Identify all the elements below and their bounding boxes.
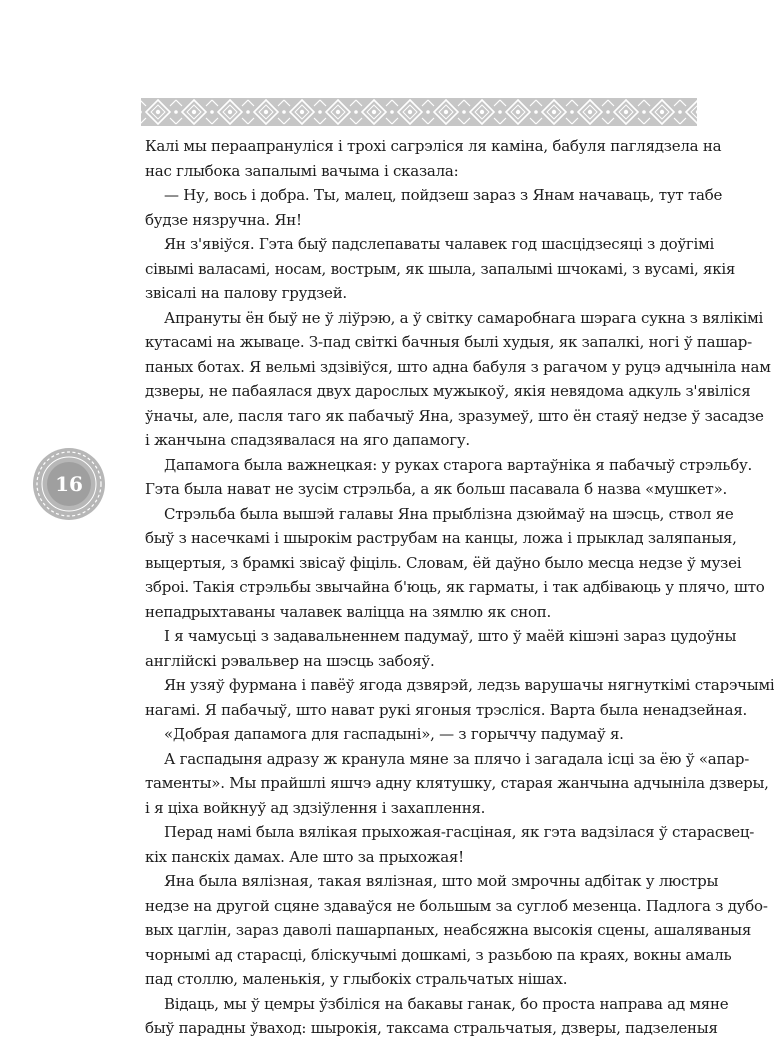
page-number: 16 <box>55 472 83 496</box>
text-line: нагамі. Я пабачыў, што нават рукі ягоныя трэсліся. Варта была ненадзейная. <box>145 700 748 719</box>
text-line: Стрэльба была вышэй галавы Яна прыблізна дзюймаў на шэсць, ствол яе <box>164 504 734 523</box>
text-line: будзе нязручна. Ян! <box>145 210 302 229</box>
text-line: Ян узяў фурмана і павёў ягода дзвярэй, ледзь варушачы нягнуткімі старэчымі <box>164 676 774 694</box>
text-line: Яна была вялізная, такая вялізная, што мой змрочны адбітак у люстры <box>164 872 719 890</box>
text-line: Гэта была нават не зусім стрэльба, а як больш пасавала б назва «мушкет». <box>145 480 728 498</box>
page-number-badge <box>32 447 106 521</box>
text-line: быў парадны ўваход: шырокія, таксама стральчатыя, дзверы, падзеленыя <box>145 1019 718 1037</box>
text-line: пад столлю, маленькія, у глыбокіх стральчатых нішах. <box>145 970 568 988</box>
text-line: сівымі валасамі, носам, вострым, як шыла, запалымі шчокамі, з вусамі, якія <box>145 259 736 278</box>
text-line: і я ціха войкнуў ад здзіўлення і захаплення. <box>145 798 486 817</box>
text-line: непадрыхтаваны чалавек валіцца на зямлю як сноп. <box>145 602 552 621</box>
ornament-band <box>140 97 698 127</box>
text-line: дзверы, не пабаялася двух дарослых мужыкоў, якія невядома адкуль з'явіліся <box>145 382 751 400</box>
text-line: звісалі на палову грудзей. <box>145 284 347 302</box>
body-text <box>145 134 774 1041</box>
text-line: чорнымі ад старасці, бліскучымі дошкамі, з разьбою па краях, вокны амаль <box>145 945 732 964</box>
text-line: быў з насечкамі і шырокім раструбам на канцы, ложа і прыклад заляпаныя, <box>145 529 737 547</box>
text-line: кіх панскіх дамах. Але што за прыхожая! <box>145 847 464 866</box>
text-line: англійскі рэвальвер на шэсць забояў. <box>145 651 435 670</box>
text-line: Дапамога была важнецкая: у руках старога вартаўніка я пабачыў стрэльбу. <box>164 455 753 474</box>
text-line: і жанчына спадзявалася на яго дапамогу. <box>145 431 470 449</box>
text-line: выцертыя, з брамкі звісаў фіціль. Словам, ёй даўно было месца недзе ў музеі <box>145 553 742 572</box>
text-line: Калі мы пераапрануліся і трохі сагрэліся ля каміна, бабуля паглядзела на <box>145 137 722 155</box>
text-line: паных ботах. Я вельмі здзівіўся, што адна бабуля з рагачом у руцэ адчыніла нам <box>145 357 771 376</box>
text-line: Перад намі была вялікая прыхожая-гасціная, як гэта вадзілася ў старасвец- <box>164 823 755 841</box>
text-line: недзе на другой сцяне здаваўся не большым за суглоб мезенца. Падлога з дубо- <box>145 896 768 915</box>
text-line: А гаспадыня адразу ж кранула мяне за плячо і загадала ісці за ёю ў «апар- <box>164 749 750 768</box>
text-line: Апрануты ён быў не ў ліўрэю, а ў світку самаробнага шэрага сукна з вялікімі <box>164 308 764 327</box>
text-line: Ян з'явіўся. Гэта быў падслепаваты чалавек год шасцідзесяці з доўгімі <box>164 235 715 253</box>
text-line: «Добрая дапамога для гаспадыні», — з горыччу падумаў я. <box>164 725 624 743</box>
text-line: — Ну, вось і добра. Ты, малец, пойдзеш зараз з Янам начаваць, тут табе <box>164 186 723 204</box>
text-line: Відаць, мы ў цемры ўзбіліся на бакавы ганак, бо проста направа ад мяне <box>164 994 729 1013</box>
text-line: вых цаглін, зараз даволі пашарпаных, неабсяжна высокія сцены, ашаляваныя <box>145 921 752 939</box>
text-line: ўначы, але, пасля таго як пабачыў Яна, зразумеў, што ён стаяў недзе ў засадзе <box>145 406 764 425</box>
text-line: таменты». Мы прайшлі яшчэ адну клятушку, старая жанчына адчыніла дзверы, <box>145 774 769 792</box>
ornament-pattern <box>140 97 698 127</box>
text-line: І я чамусьці з задавальненнем падумаў, што ў маёй кішэні зараз цудоўны <box>164 627 737 645</box>
text-line: зброі. Такія стрэльбы звычайна б'юць, як гарматы, і так адбіваюць у плячо, што <box>145 578 765 596</box>
text-line: нас глыбока запалымі вачыма і сказала: <box>145 161 459 180</box>
text-line: кутасамі на жываце. З-пад світкі бачныя былі худыя, як запалкі, ногі ў пашар- <box>145 333 752 351</box>
